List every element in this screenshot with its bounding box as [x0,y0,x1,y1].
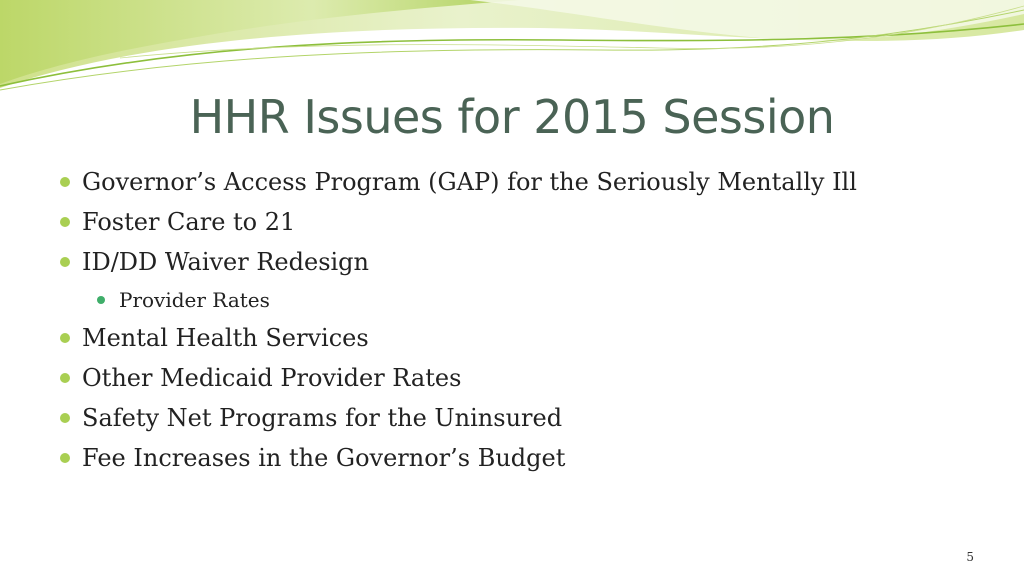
sub-bullet-text: Provider Rates [119,288,270,312]
page-number: 5 [966,550,974,564]
bullet-item [60,242,1000,282]
bullet-item [60,202,1000,242]
bullet-item [60,398,1000,438]
bullet-text: Governor’s Access Program (GAP) for the Seriously Mentally Ill [82,168,857,196]
bullet-dot-icon [60,177,70,187]
bullet-text: ID/DD Waiver Redesign [82,248,370,276]
bullet-list [60,162,1000,478]
bullet-dot-icon [60,413,70,423]
bullet-dot-icon [60,257,70,267]
bullet-text: Safety Net Programs for the Uninsured [82,404,563,432]
bullet-dot-icon [60,217,70,227]
bullet-dot-icon [60,333,70,343]
bullet-item [60,162,1000,202]
bullet-text: Other Medicaid Provider Rates [82,364,462,392]
bullet-text: Fee Increases in the Governor’s Budget [82,444,566,472]
bullet-text: Mental Health Services [82,324,369,352]
bullet-dot-icon [60,373,70,383]
bullet-dot-icon [97,296,105,304]
bullet-item [60,318,1000,358]
slide-title: HHR Issues for 2015 Session [189,90,835,144]
bullet-dot-icon [60,453,70,463]
sub-bullet-item [97,282,1000,318]
bullet-item [60,358,1000,398]
bullet-text: Foster Care to 21 [82,208,296,236]
bullet-item [60,438,1000,478]
